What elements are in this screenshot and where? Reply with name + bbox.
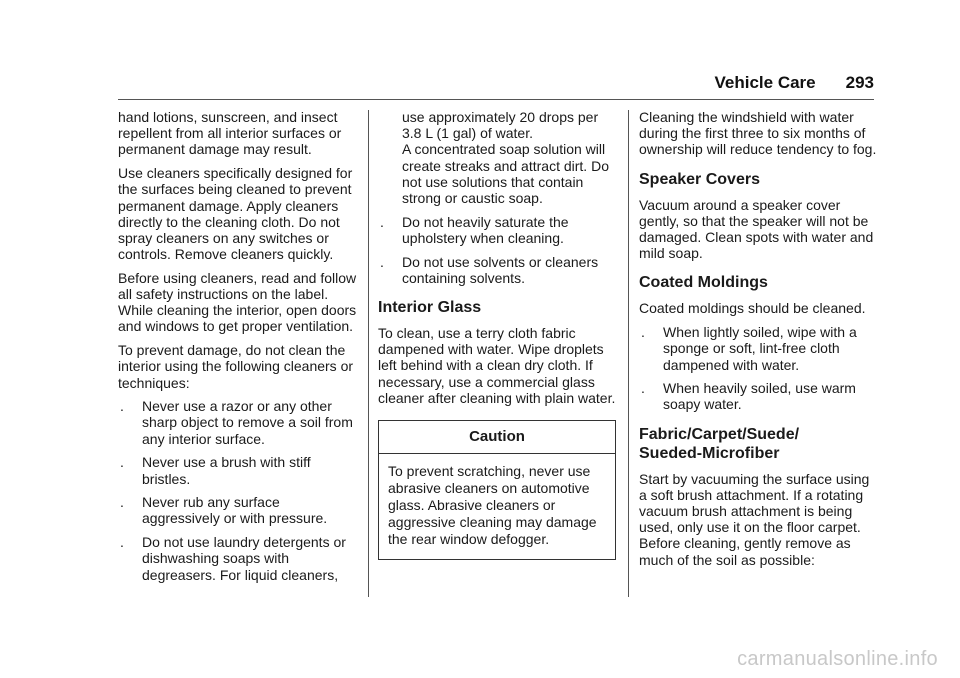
list-item-text: Never use a brush with stiff bristles. (142, 454, 311, 487)
list-item-text: Do not use laundry detergents or dishwashing soaps with degreasers. For liquid cleaners, (142, 534, 346, 583)
paragraph: A concentrated soap solution will create streaks and attract dirt. Do not use solutions that contain strong or caustic soap. (402, 141, 609, 207)
bullet-marker: . (641, 324, 645, 341)
paragraph: To clean, use a terry cloth fabric dampened with water. Wipe droplets left behind with a clean dry cloth. If necessary, use a commercial glass cleaner after cleaning with plain water. (378, 325, 616, 406)
paragraph: hand lotions, sunscreen, and insect repellent from all interior surfaces or permanent damage may result. (118, 109, 342, 158)
header-rule (118, 99, 874, 100)
list-item-text: When lightly soiled, wipe with a sponge or soft, lint-free cloth dampened with water. (663, 324, 857, 373)
section-heading: Coated Moldings (639, 274, 768, 292)
paragraph: Start by vacuuming the surface using a soft brush attachment. If a rotating vacuum brush attachment is being used, only use it on the floor carpet. Before cleaning, gently remove as much of the soil as possible: (639, 470, 870, 568)
list-item (118, 534, 358, 583)
bullet-marker: . (120, 534, 124, 551)
caution-box (378, 420, 616, 560)
list-item (378, 254, 616, 286)
list-item-text: Do not use solvents or cleaners containing solvents. (402, 253, 599, 286)
caution-title: Caution (379, 421, 615, 454)
column-divider (368, 110, 369, 597)
paragraph: use approximately 20 drops per 3.8 L (1 gal) of water. (402, 109, 599, 142)
bullet-marker: . (380, 213, 384, 230)
caution-text: To prevent scratching, never use abrasive cleaners on automotive glass. Abrasive cleaners or aggressive cleaning may damage the rear window defogger. (388, 463, 597, 548)
list-item (378, 214, 616, 246)
list-item-text: Never rub any surface aggressively or with pressure. (142, 494, 328, 527)
watermark: carmanualsonline.info (737, 648, 938, 670)
section-heading: Interior Glass (378, 299, 482, 317)
paragraph: Before using cleaners, read and follow all safety instructions on the label. While cleaning the interior, open doors and windows to get proper ventilation. (118, 269, 357, 335)
list-item (639, 380, 879, 412)
bullet-marker: . (120, 454, 124, 471)
list-item-text: Do not heavily saturate the upholstery when cleaning. (402, 213, 569, 246)
column-1 (118, 109, 358, 590)
page-number: 293 (845, 73, 874, 92)
paragraph: Use cleaners specifically designed for the surfaces being cleaned to prevent permanent damage. Apply cleaners directly to the cleaning cloth. Do not spray cleaners on any switches or controls. Remove cleaners quickly. (118, 165, 353, 263)
bullet-marker: . (120, 494, 124, 511)
column-2 (378, 109, 616, 560)
list-item (118, 454, 358, 486)
column-3 (639, 109, 879, 575)
list-item (118, 494, 358, 526)
bullet-marker: . (120, 398, 124, 415)
list-item-text: Never use a razor or any other sharp object to remove a soil from any interior surface. (142, 398, 353, 447)
section-heading: Speaker Covers (639, 170, 760, 188)
bullet-marker: . (641, 380, 645, 397)
section-title: Vehicle Care (714, 73, 816, 92)
list-item (118, 398, 358, 447)
paragraph: To prevent damage, do not clean the interior using the following cleaners or techniques: (118, 342, 354, 391)
bullet-marker: . (380, 253, 384, 270)
column-divider (628, 110, 629, 597)
page-header (118, 73, 874, 93)
paragraph: Cleaning the windshield with water during the first three to six months of ownership will reduce tendency to fog. (639, 109, 877, 158)
paragraph: Vacuum around a speaker cover gently, so that the speaker will not be damaged. Clean spots with water and mild soap. (639, 196, 874, 262)
paragraph: Coated moldings should be cleaned. (639, 300, 866, 317)
list-item (639, 324, 879, 373)
section-heading: Fabric/Carpet/Suede/ Sueded-Microfiber (639, 425, 800, 462)
list-item-text: When heavily soiled, use warm soapy water. (663, 380, 856, 413)
